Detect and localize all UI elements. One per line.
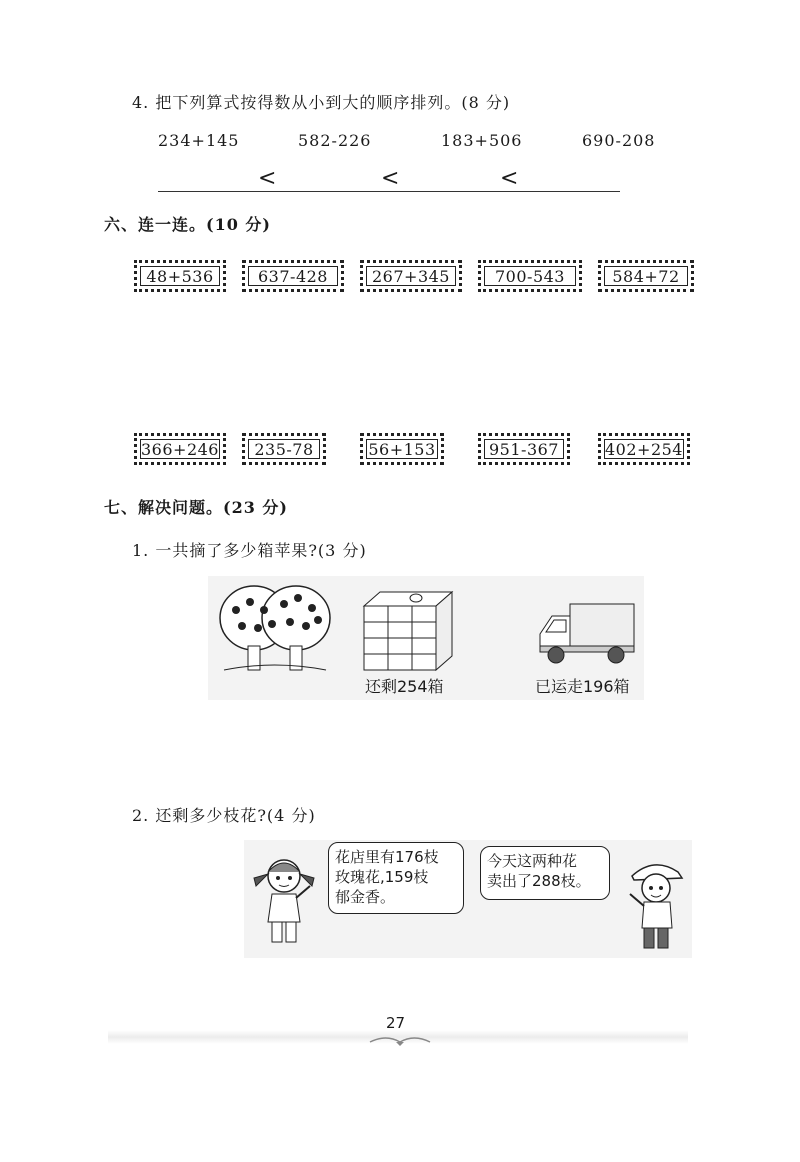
match-box-top-4[interactable]: 700-543 bbox=[478, 260, 582, 292]
remaining-boxes-label: 还剩254箱 bbox=[365, 677, 444, 696]
match-box-bottom-2[interactable]: 235-78 bbox=[242, 433, 326, 465]
girl-bubble-line-3: 郁金香。 bbox=[335, 888, 396, 906]
match-box-bottom-5[interactable]: 402+254 bbox=[598, 433, 690, 465]
apple-trees-image bbox=[214, 580, 334, 680]
apple-boxes-stack-image bbox=[360, 586, 456, 672]
page-number: 27 bbox=[386, 1014, 406, 1032]
answer-line[interactable] bbox=[158, 191, 620, 192]
match-box-top-1[interactable]: 48+536 bbox=[134, 260, 226, 292]
boy-bubble-line-1: 今天这两种花 bbox=[487, 852, 578, 870]
less-than-sign-1: < bbox=[258, 166, 277, 191]
match-box-top-2[interactable]: 637-428 bbox=[242, 260, 344, 292]
girl-bubble-line-2: 玫瑰花,159枝 bbox=[335, 868, 429, 886]
expression-4: 690-208 bbox=[582, 131, 656, 150]
girl-bubble-line-1: 花店里有176枝 bbox=[335, 848, 439, 866]
boy-speech-bubble bbox=[480, 846, 610, 900]
boy-bubble-line-2: 卖出了288枝。 bbox=[487, 872, 591, 890]
section-6-title: 六、连一连。(10 分) bbox=[104, 215, 271, 234]
match-box-top-3[interactable]: 267+345 bbox=[360, 260, 462, 292]
girl-speech-bubble bbox=[328, 842, 464, 914]
shipped-boxes-label: 已运走196箱 bbox=[535, 677, 630, 696]
problem-1-question: 1. 一共摘了多少箱苹果?(3 分) bbox=[132, 541, 367, 560]
match-box-bottom-4[interactable]: 951-367 bbox=[478, 433, 570, 465]
problem-2-question: 2. 还剩多少枝花?(4 分) bbox=[132, 806, 316, 825]
girl-image bbox=[248, 848, 322, 948]
match-box-bottom-3[interactable]: 56+153 bbox=[360, 433, 444, 465]
expression-3: 183+506 bbox=[441, 131, 523, 150]
boy-image bbox=[622, 858, 688, 954]
match-box-bottom-1[interactable]: 366+246 bbox=[134, 433, 226, 465]
section-7-title: 七、解决问题。(23 分) bbox=[104, 498, 288, 517]
expression-2: 582-226 bbox=[298, 131, 372, 150]
ornament-icon bbox=[366, 1034, 434, 1048]
less-than-sign-2: < bbox=[381, 166, 400, 191]
expression-1: 234+145 bbox=[158, 131, 240, 150]
truck-image bbox=[536, 600, 638, 666]
question-4-title: 4. 把下列算式按得数从小到大的顺序排列。(8 分) bbox=[132, 93, 511, 112]
less-than-sign-3: < bbox=[500, 166, 519, 191]
match-box-top-5[interactable]: 584+72 bbox=[598, 260, 694, 292]
